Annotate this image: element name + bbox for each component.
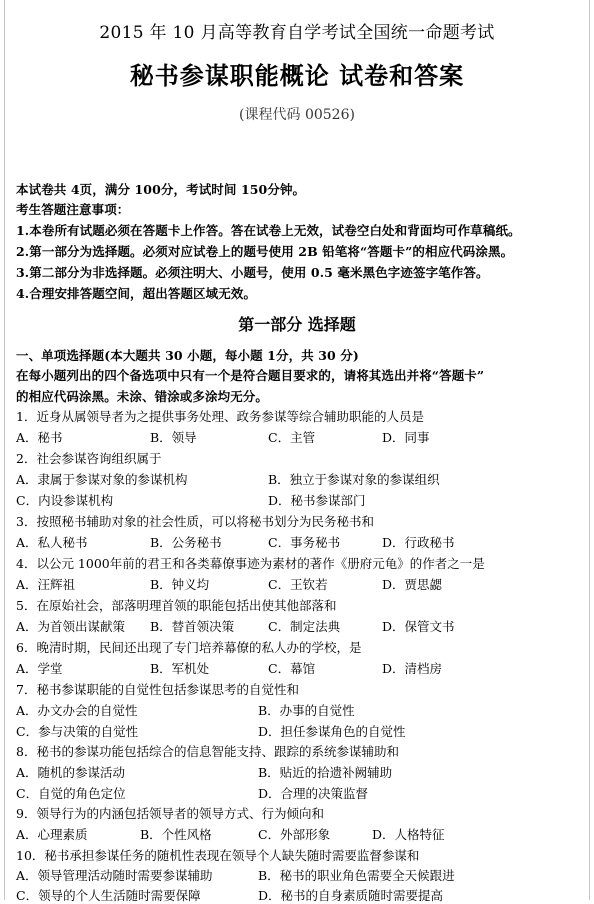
question-option: C．主管 — [268, 430, 316, 445]
question-option: A．私人秘书 — [16, 535, 88, 550]
question-option: C．王钦若 — [268, 577, 328, 592]
exam-summary: 本试卷共 4页，满分 100分，考试时间 150分钟。 — [16, 182, 306, 197]
page-edge-left — [4, 0, 5, 900]
question-option: C．制定法典 — [268, 619, 341, 634]
question-option: D．同事 — [382, 430, 430, 445]
instruction-item: 2.第一部分为选择题。必须对应试卷上的题号使用 2B 铅笔将“答题卡”的相应代码涂黑。 — [16, 244, 514, 259]
question-option: C．外部形象 — [258, 827, 331, 842]
question-option: B．钟义均 — [150, 577, 210, 592]
section-heading: 一、单项选择题(本大题共 30 小题，每小题 1分，共 30 分) — [16, 348, 359, 363]
course-code: (课程代码 00526) — [239, 107, 355, 123]
question-option: B．秘书的职业角色需要全天候跟进 — [258, 868, 455, 883]
question-stem: 1．近身从属领导者为之提供事务处理、政务参谋等综合辅助职能的人员是 — [16, 409, 424, 424]
question-option: A．领导管理活动随时需要参谋辅助 — [16, 868, 213, 883]
exam-header: 2015 年 10 月高等教育自学考试全国统一命题考试 — [99, 23, 495, 43]
question-option: A．汪辉祖 — [16, 577, 76, 592]
question-option: D．秘书参谋部门 — [268, 493, 366, 508]
instructions-heading: 考生答题注意事项： — [16, 202, 130, 217]
part1-title: 第一部分 选择题 — [238, 315, 356, 334]
question-option: D．合理的决策监督 — [258, 786, 369, 801]
instruction-item: 1.本卷所有试题必须在答题卡上作答。答在试卷上无效，试卷空白处和背面均可作草稿纸。 — [16, 223, 521, 238]
question-option: A．学堂 — [16, 661, 63, 676]
question-stem: 10．秘书承担参谋任务的随机性表现在领导个人缺失随时需要监督参谋和 — [16, 848, 420, 863]
question-option: C．事务秘书 — [268, 535, 341, 550]
document-title: 秘书参谋职能概论 试卷和答案 — [129, 61, 465, 90]
question-option: B．个性风格 — [140, 827, 212, 842]
question-option: A．心理素质 — [16, 827, 88, 842]
question-option: B．军机处 — [150, 661, 210, 676]
question-option: C．自觉的角色定位 — [16, 786, 126, 801]
question-option: A．秘书 — [16, 430, 63, 445]
question-option: D．人格特征 — [372, 827, 445, 842]
section-directions: 的相应代码涂黑。未涂、错涂或多涂均无分。 — [16, 389, 269, 404]
question-option: B．办事的自觉性 — [258, 703, 355, 718]
question-option: B．领导 — [150, 430, 197, 445]
question-stem: 9．领导行为的内涵包括领导者的领导方式、行为倾向和 — [16, 806, 324, 821]
question-option: D．贾思勰 — [382, 577, 443, 592]
question-option: D．保管文书 — [382, 619, 455, 634]
question-option: D．秘书的自身素质随时需要提高 — [258, 888, 444, 903]
question-option: B．替首领决策 — [150, 619, 235, 634]
question-stem: 8．秘书的参谋功能包括综合的信息智能支持、跟踪的系统参谋辅助和 — [16, 744, 399, 759]
question-option: A．随机的参谋活动 — [16, 765, 126, 780]
instruction-item: 4.合理安排答题空间，超出答题区域无效。 — [16, 286, 257, 301]
question-stem: 5．在原始社会，部落明理首领的职能包括出使其他部落和 — [16, 598, 337, 613]
question-option: A．隶属于参谋对象的参谋机构 — [16, 472, 188, 487]
question-option: C．内设参谋机构 — [16, 493, 114, 508]
question-option: D．清档房 — [382, 661, 443, 676]
question-option: C．参与决策的自觉性 — [16, 724, 139, 739]
question-stem: 3．按照秘书辅助对象的社会性质，可以将秘书划分为民务秘书和 — [16, 514, 374, 529]
question-stem: 2．社会参谋咨询组织属于 — [16, 451, 162, 466]
question-option: B．独立于参谋对象的参谋组织 — [268, 472, 440, 487]
question-option: D．担任参谋角色的自觉性 — [258, 724, 406, 739]
question-option: B．贴近的拾遗补阙辅助 — [258, 765, 393, 780]
question-stem: 6．晚清时期，民间还出现了专门培养幕僚的私人办的学校，是 — [16, 640, 362, 655]
question-option: A．办文办会的自觉性 — [16, 703, 138, 718]
question-stem: 4．以公元 1000年前的君王和各类幕僚事迹为素材的著作《册府元龟》的作者之一是 — [16, 556, 485, 571]
section-directions: 在每小题列出的四个备选项中只有一个是符合题目要求的，请将其选出并将“答题卡” — [16, 368, 485, 383]
question-option: C．领导的个人生活随时需要保障 — [16, 888, 201, 903]
page-edge-right — [589, 0, 590, 900]
question-option: C．幕馆 — [268, 661, 316, 676]
question-stem: 7．秘书参谋职能的自觉性包括参谋思考的自觉性和 — [16, 682, 299, 697]
question-option: B．公务秘书 — [150, 535, 222, 550]
question-option: D．行政秘书 — [382, 535, 455, 550]
question-option: A．为首领出谋献策 — [16, 619, 126, 634]
instruction-item: 3.第二部分为非选择题。必须注明大、小题号，使用 0.5 毫米黑色字迹签字笔作答。 — [16, 265, 489, 280]
